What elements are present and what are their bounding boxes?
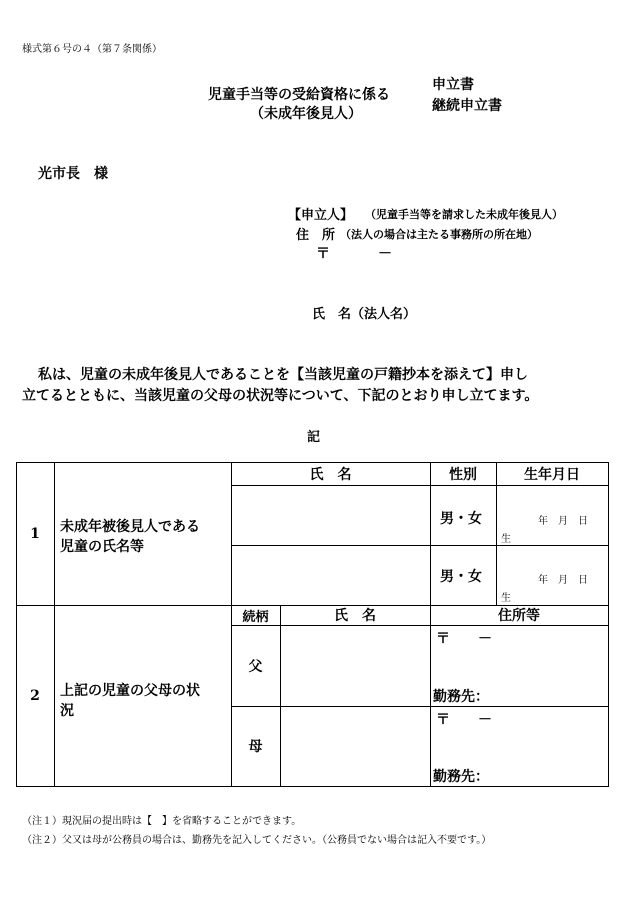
header-child-name: 氏 名 <box>309 466 352 483</box>
title-option-continuation: 継続申立書 <box>432 98 502 114</box>
section2-label-line2: 況 <box>60 703 74 719</box>
section2-number: 2 <box>30 687 40 704</box>
title-line1: 児童手当等の受給資格に係る <box>208 87 390 103</box>
child-row2-date: 年 月 日 <box>538 575 588 586</box>
header-address: 住所等 <box>498 608 540 624</box>
name-label: 氏 名（法人名） <box>312 307 417 322</box>
postal-mark: 〒 <box>316 246 330 262</box>
mother-postal: 〒 － <box>436 712 492 728</box>
relation-father: 父 <box>248 658 263 675</box>
child-row1-born: 生 <box>501 534 511 545</box>
note-1: （注１）現況届の提出時は【 】を省略することができます。 <box>22 816 302 827</box>
header-birthdate: 生年月日 <box>524 466 580 483</box>
section2-label-line1: 上記の児童の父母の状 <box>60 683 200 699</box>
header-relation: 続柄 <box>242 609 269 625</box>
father-workplace: 勤務先： <box>433 689 489 705</box>
note-2: （注２）父又は母が公務員の場合は、勤務先を記入してください。（公務員でない場合は記入不要です。） <box>22 835 492 846</box>
ki-mark: 記 <box>307 430 321 445</box>
section1-label-line2: 児童の氏名等 <box>60 539 144 555</box>
mother-workplace: 勤務先： <box>433 769 489 785</box>
title-line2: （未成年後見人） <box>250 106 362 122</box>
title-option-application: 申立書 <box>432 77 474 93</box>
child-row1-date: 年 月 日 <box>538 516 588 527</box>
applicant-heading: 【申立人】 <box>288 208 354 223</box>
section1-label-line1: 未成年被後見人である <box>60 519 200 535</box>
postal-dash: － <box>378 246 392 262</box>
child-row2-gender: 男・女 <box>440 569 482 585</box>
section1-number: 1 <box>30 525 40 542</box>
address-label: 住 所 <box>296 228 336 243</box>
father-postal: 〒 － <box>436 631 492 647</box>
statement-line1: 私は、児童の未成年後見人であることを【当該児童の戸籍抄本を添えて】申し <box>38 367 528 383</box>
relation-mother: 母 <box>248 739 263 755</box>
child-row1-gender: 男・女 <box>440 511 482 527</box>
header-parent-name: 氏 名 <box>334 608 376 624</box>
address-note: （法人の場合は主たる事務所の所在地） <box>340 228 538 241</box>
form-number: 様式第６号の４（第７条関係） <box>22 44 162 55</box>
header-gender: 性別 <box>449 466 477 483</box>
addressee: 光市長 様 <box>38 166 108 182</box>
applicant-heading-note: （児童手当等を請求した未成年後見人） <box>365 208 563 221</box>
child-row2-born: 生 <box>501 593 511 604</box>
statement-line2: 立てるとともに、当該児童の父母の状況等について、下記のとおり申し立てます。 <box>22 388 539 404</box>
